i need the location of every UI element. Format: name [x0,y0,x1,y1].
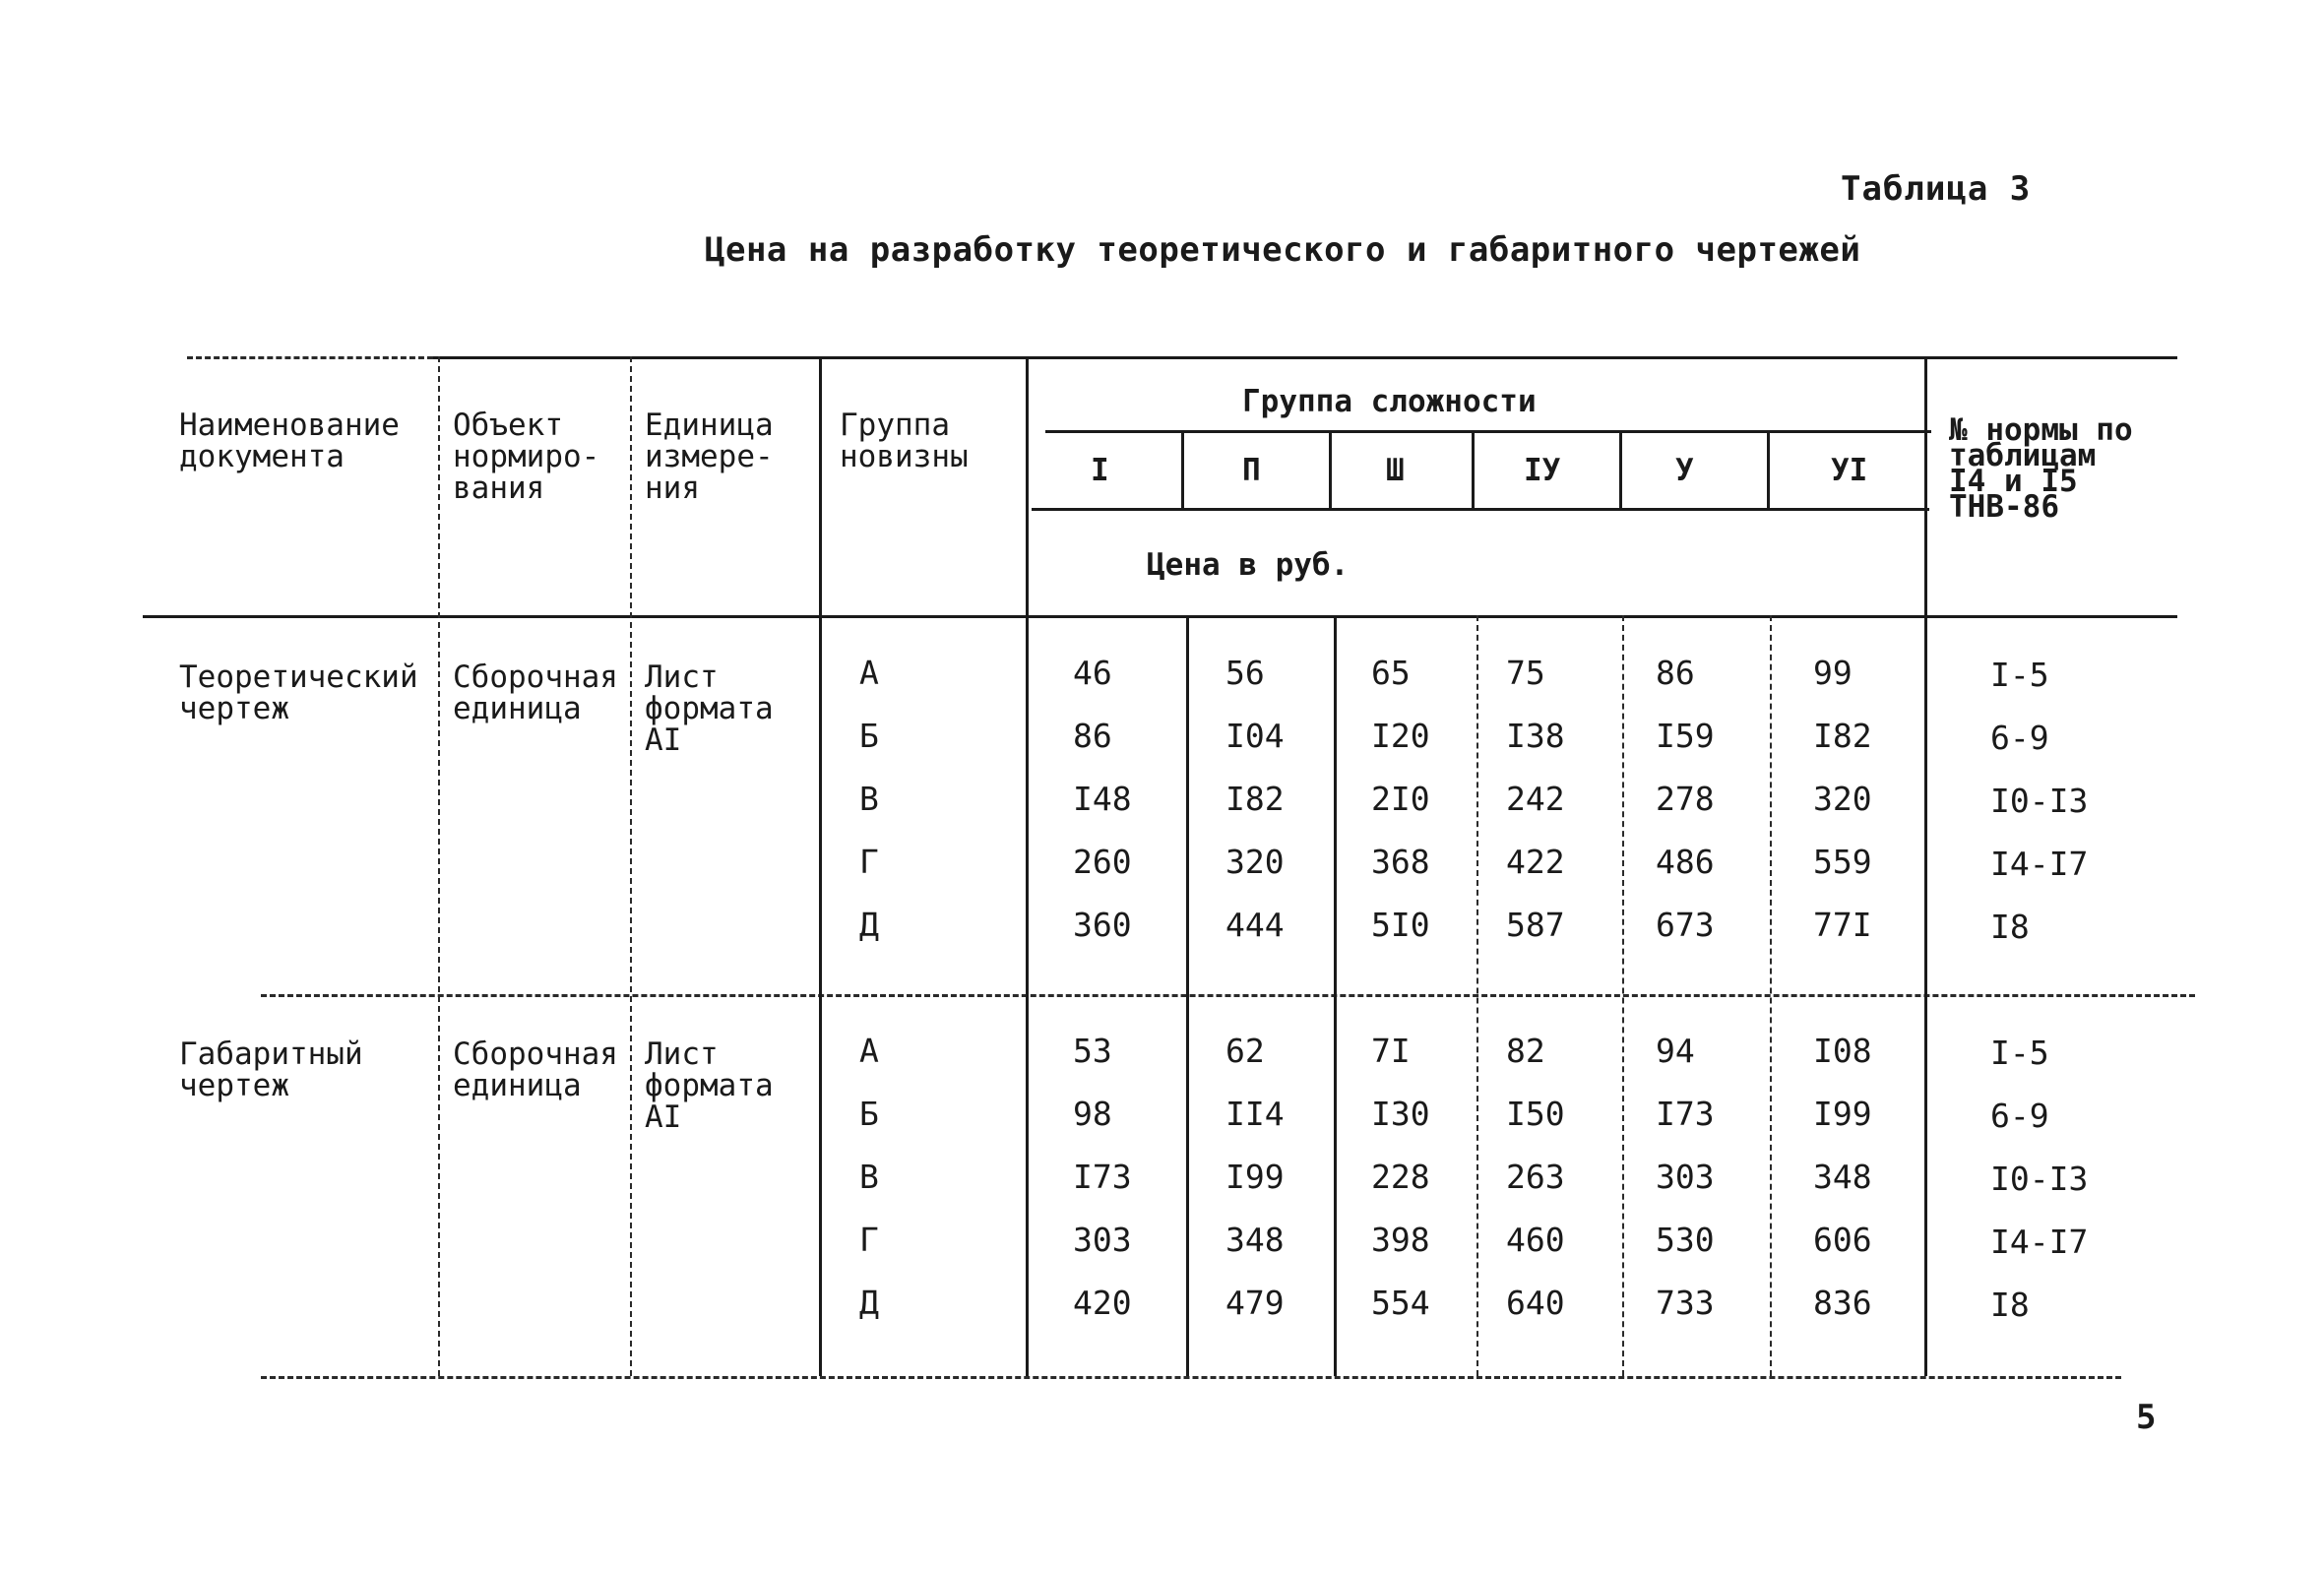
s2-r5-c4: 640 [1506,1284,1565,1322]
s1-r3-c1: I48 [1073,780,1132,818]
header-unit: Единица измере- ния [645,408,774,506]
table-bottom-rule [261,1376,2121,1379]
s2-r3-c3: 228 [1371,1158,1430,1196]
header-complexity-iii: Ш [1386,453,1405,488]
section-1-unit: Лист формата AI [645,659,774,758]
header-complexity-ii: П [1242,453,1261,488]
s2-r5-c2: 479 [1225,1284,1285,1322]
col-divider-ii-iii-body [1334,615,1337,1376]
s1-r3-c3: 2I0 [1371,780,1430,818]
s2-r2-group: Б [859,1095,879,1133]
s2-r2-c1: 98 [1073,1095,1112,1133]
s1-r2-c6: I82 [1813,717,1872,755]
s1-r4-c5: 486 [1656,843,1715,881]
s1-r5-c6: 77I [1813,906,1872,944]
s2-r1-c1: 53 [1073,1032,1112,1070]
table-label: Таблица 3 [1841,169,2032,209]
s2-r4-c6: 606 [1813,1221,1872,1259]
col-divider-iv-v-body [1622,615,1624,1376]
header-complexity-v: У [1675,453,1694,488]
s1-r4-c3: 368 [1371,843,1430,881]
complexity-underline [1045,430,1931,433]
s2-r5-c1: 420 [1073,1284,1132,1322]
s2-r1-c6: I08 [1813,1032,1872,1070]
col-divider-4 [1026,356,1029,1376]
col-divider-v-vi [1767,430,1770,509]
s1-r5-group: Д [859,906,879,944]
s1-r4-c6: 559 [1813,843,1872,881]
s1-r4-c1: 260 [1073,843,1132,881]
s2-r5-group: Д [859,1284,879,1322]
s2-r2-c2: II4 [1225,1095,1285,1133]
s1-r4-norm: I4-I7 [1990,845,2089,883]
s1-r2-norm: 6-9 [1990,719,2049,757]
s2-r4-c5: 530 [1656,1221,1715,1259]
s2-r1-c4: 82 [1506,1032,1545,1070]
s1-r2-c1: 86 [1073,717,1112,755]
s2-r5-norm: I8 [1990,1286,2030,1324]
s2-r4-group: Г [859,1221,879,1259]
s1-r2-group: Б [859,717,879,755]
s2-r1-c3: 7I [1371,1032,1411,1070]
s1-r3-c2: I82 [1225,780,1285,818]
s2-r1-norm: I-5 [1990,1034,2049,1072]
section-divider [261,994,2195,997]
s2-r3-c5: 303 [1656,1158,1715,1196]
s1-r3-c6: 320 [1813,780,1872,818]
s1-r3-c5: 278 [1656,780,1715,818]
col-divider-2 [630,356,632,1376]
s1-r2-c2: I04 [1225,717,1285,755]
s2-r2-c4: I50 [1506,1095,1565,1133]
s1-r1-c5: 86 [1656,654,1695,692]
section-2-doc-name: Габаритный чертеж [179,1036,363,1103]
header-complexity-i: I [1091,453,1109,488]
col-divider-ii-iii [1329,430,1332,509]
s1-r5-c2: 444 [1225,906,1285,944]
s1-r1-norm: I-5 [1990,656,2049,694]
section-2-norm-object: Сборочная единица [453,1036,618,1103]
s2-r5-c3: 554 [1371,1284,1430,1322]
table-top-rule-solid [433,356,2177,359]
s1-r3-norm: I0-I3 [1990,782,2089,820]
header-complexity-group: Группа сложности [1242,384,1537,419]
header-complexity-vi: УI [1831,453,1868,488]
s1-r1-c3: 65 [1371,654,1411,692]
s1-r2-c5: I59 [1656,717,1715,755]
s2-r1-c5: 94 [1656,1032,1695,1070]
col-divider-i-ii [1181,430,1184,509]
header-novelty-group: Группа новизны [840,408,969,474]
s2-r2-c3: I30 [1371,1095,1430,1133]
header-norm-object: Объект нормиро- вания [453,408,600,506]
section-1-norm-object: Сборочная единица [453,659,618,726]
s1-r1-c6: 99 [1813,654,1853,692]
section-1-doc-name: Теоретический чертеж [179,659,418,726]
s1-r5-norm: I8 [1990,908,2030,946]
s2-r3-group: В [859,1158,879,1196]
s2-r1-c2: 62 [1225,1032,1265,1070]
col-divider-iv-v [1619,430,1622,509]
s2-r4-c1: 303 [1073,1221,1132,1259]
s2-r3-c2: I99 [1225,1158,1285,1196]
col-divider-iii-iv [1472,430,1475,509]
col-divider-1 [438,356,440,1376]
s1-r3-c4: 242 [1506,780,1565,818]
s2-r3-c6: 348 [1813,1158,1872,1196]
s1-r1-c2: 56 [1225,654,1265,692]
s1-r4-c4: 422 [1506,843,1565,881]
s2-r5-c6: 836 [1813,1284,1872,1322]
s2-r5-c5: 733 [1656,1284,1715,1322]
s2-r2-norm: 6-9 [1990,1097,2049,1135]
col-divider-iii-iv-body [1476,615,1478,1376]
section-2-unit: Лист формата AI [645,1036,774,1135]
col-divider-3 [819,356,822,1376]
s1-r4-group: Г [859,843,879,881]
header-bottom-rule [143,615,2177,618]
s2-r2-c6: I99 [1813,1095,1872,1133]
s2-r4-c3: 398 [1371,1221,1430,1259]
s1-r5-c1: 360 [1073,906,1132,944]
s2-r4-norm: I4-I7 [1990,1223,2089,1261]
s1-r5-c5: 673 [1656,906,1715,944]
s2-r3-c4: 263 [1506,1158,1565,1196]
s1-r3-group: В [859,780,879,818]
s1-r2-c3: I20 [1371,717,1430,755]
page-number: 5 [2136,1398,2157,1437]
s2-r3-c1: I73 [1073,1158,1132,1196]
col-divider-i-ii-body [1186,615,1189,1376]
col-divider-norm [1924,356,1927,1376]
s1-r1-c4: 75 [1506,654,1545,692]
col-divider-v-vi-body [1770,615,1772,1376]
s1-r5-c4: 587 [1506,906,1565,944]
header-complexity-iv: IУ [1524,453,1561,488]
header-norm-ref: № нормы по таблицам I4 и I5 ТНВ-86 [1949,412,2133,525]
s1-r1-group: А [859,654,879,692]
s1-r2-c4: I38 [1506,717,1565,755]
s2-r3-norm: I0-I3 [1990,1160,2089,1198]
document-title: Цена на разработку теоретического и габаритного чертежей [705,230,1861,270]
table-top-rule [187,356,433,359]
header-doc-name: Наименование документа [179,408,400,474]
s1-r4-c2: 320 [1225,843,1285,881]
s2-r4-c2: 348 [1225,1221,1285,1259]
s2-r4-c4: 460 [1506,1221,1565,1259]
s1-r5-c3: 5I0 [1371,906,1430,944]
s2-r2-c5: I73 [1656,1095,1715,1133]
header-price-unit: Цена в руб. [1147,547,1350,583]
complexity-roman-underline [1032,508,1929,511]
s1-r1-c1: 46 [1073,654,1112,692]
s2-r1-group: А [859,1032,879,1070]
